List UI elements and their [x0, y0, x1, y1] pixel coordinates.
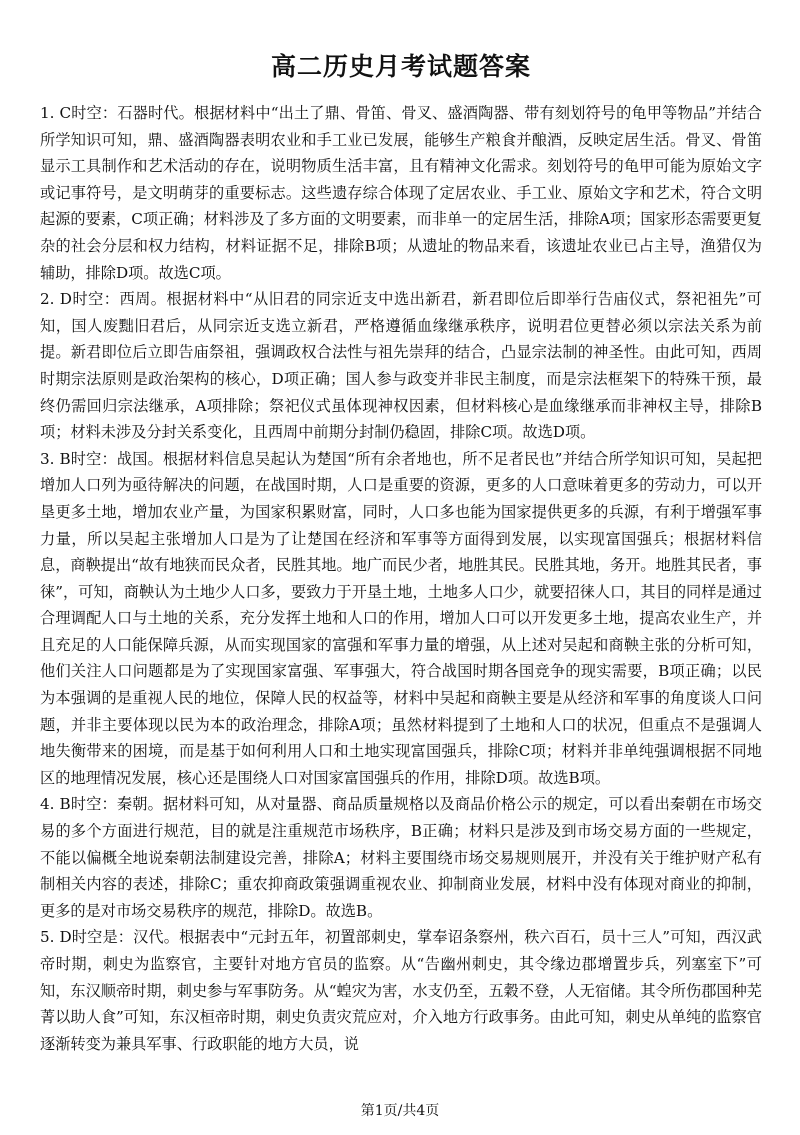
answer-list: [40, 100, 762, 1057]
answer-paragraph-4: 4. B时空：秦朝。据材料可知，从对量器、商品质量规格以及商品价格公示的规定，可以看出秦朝在市场交易的多个方面进行规范，目的就是注重规范市场秩序，B正确；材料只是涉及到市场交易方面的一些规定，不能以偏概全地说秦朝法制建设完善，排除A；材料主要围绕市场交易规则展开，并没有关于维护财产私有制相关内容的表述，排除C；重农抑商政策强调重视农业、抑制商业发展，材料中没有体现对商业的抑制，更多的是对市场交易秩序的规范，排除D。故选B。: [40, 795, 762, 920]
answer-paragraph-1: 1. C时空：石器时代。根据材料中“出土了鼎、骨笛、骨叉、盛酒陶器、带有刻划符号的龟甲等物品”并结合所学知识可知，鼎、盛酒陶器表明农业和手工业已发展，能够生产粮食并酿酒，反映定居生活。骨叉、骨笛显示工具制作和艺术活动的存在，说明物质生活丰富，且有精神文化需求。刻划符号的龟甲可能为原始文字或记事符号，是文明萌芽的重要标志。这些遗存综合体现了定居农业、手工业、原始文字和艺术，符合文明起源的要素，C项正确；材料涉及了多方面的文明要素，而非单一的定居生活，排除A项；国家形态需要更复杂的社会分层和权力结构，材料证据不足，排除B项；从遗址的物品来看，该遗址农业已占主导，渔猎仅为辅助，排除D项。故选C项。: [40, 104, 762, 282]
document-title: 高二历史月考试题答案: [270, 52, 531, 81]
page-number-footer: 第1页/共4页: [360, 1103, 440, 1119]
answer-paragraph-5: 5. D时空是：汉代。根据表中“元封五年，初置部刺史，掌奉诏条察州，秩六百石，员十三人”可知，西汉武帝时期，刺史为监察官，主要针对地方官员的监察。从“告幽州刺史，其令缘边郡增置步兵，列塞室下”可知，东汉顺帝时期，刺史参与军事防务。从“蝗灾为害，水支仍至，五穀不登，人无宿储。其令所伤郡国种芜菁以助人食”可知，东汉桓帝时期，刺史负责灾荒应对，介入地方行政事务。由此可知，刺史从单纯的监察官逐渐转变为兼具军事、行政职能的地方大员，说: [40, 928, 762, 1053]
answer-paragraph-3: 3. B时空：战国。根据材料信息吴起认为楚国“所有余者地也，所不足者民也”并结合所学知识可知，吴起把增加人口列为亟待解决的问题，在战国时期，人口是重要的资源，更多的人口意味着更多的劳动力，可以开垦更多土地，增加农业产量，为国家积累财富，同时，人口多也能为国家提供更多的兵源，有利于增强军事力量，所以吴起主张增加人口是为了让楚国在经济和军事等方面得到发展，以实现富国强兵；根据材料信息，商鞅提出“故有地狭而民众者，民胜其地。地广而民少者，地胜其民。民胜其地，务开。地胜其民者，事徕”，可知，商鞅认为土地少人口多，要致力于开垦土地，土地多人口少，就要招徕人口，其目的同样是通过合理调配人口与土地的关系，充分发挥土地和人口的作用，增加人口可以开发更多土地，提高农业生产，并且充足的人口能保障兵源，从而实现国家的富强和军事力量的增强，从上述对吴起和商鞅主张的分析可知，他们关注人口问题都是为了实现国家富强、军事强大，符合战国时期各国竞争的现实需要，B项正确；以民为本强调的是重视人民的地位，保障人民的权益等，材料中吴起和商鞅主要是从经济和军事的角度谈人口问题，并非主要体现以民为本的政治理念，排除A项；虽然材料提到了土地和人口的状况，但重点不是强调人地失衡带来的困境，而是基于如何利用人口和土地实现富国强兵，排除C项；材料并非单纯强调根据不同地区的地理情况发展，核心还是围绕人口对国家富国强兵的作用，排除D项。故选B项。: [40, 449, 762, 787]
answer-paragraph-2: 2. D时空：西周。根据材料中“从旧君的同宗近支中选出新君，新君即位后即举行告庙仪式，祭祀祖先”可知，国人废黜旧君后，从同宗近支选立新君，严格遵循血缘继承秩序，说明君位更替必须以宗法关系为前提。新君即位后立即告庙祭祖，强调政权合法性与祖先崇拜的结合，凸显宗法制的神圣性。由此可知，西周时期宗法原则是政治架构的核心，D项正确；国人参与政变并非民主制度，而是宗法框架下的特殊干预，最终仍需回归宗法继承，A项排除；祭祀仪式虽体现神权因素，但材料核心是血缘继承而非神权主导，排除B项；材料未涉及分封关系变化，且西周中前期分封制仍稳固，排除C项。故选D项。: [40, 290, 762, 442]
